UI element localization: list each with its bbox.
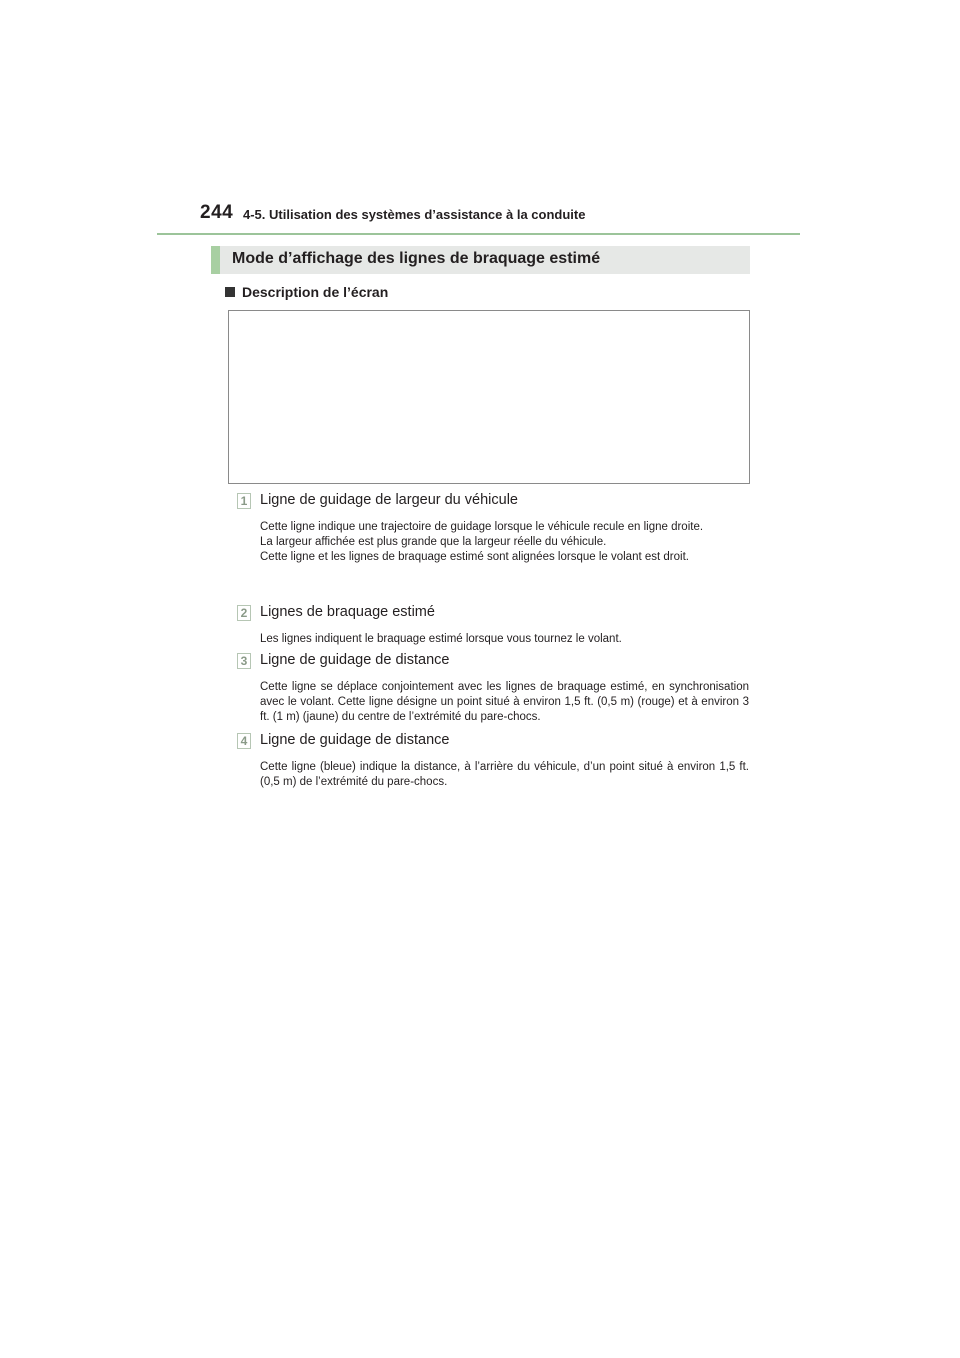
description-line: Cette ligne se déplace conjointement avec les lignes de braquage estimé, en synchronisation avec le volant. Cette ligne désigne un point situé à environ 1,5 ft. (0,5 m) (rouge) et à environ 3 ft. (1 m) (jaune) du centre de l’extrémité du pare-chocs. <box>260 681 749 723</box>
screen-illustration <box>228 310 750 484</box>
page-number: 244 <box>200 202 234 223</box>
item-number-badge: 3 <box>237 653 251 669</box>
item-description <box>260 680 749 725</box>
header-divider <box>157 233 800 235</box>
description-line: La largeur affichée est plus grande que la largeur réelle du véhicule. <box>260 536 607 548</box>
chapter-title: 4-5. Utilisation des systèmes d’assistance à la conduite <box>243 207 586 222</box>
item-title: Ligne de guidage de distance <box>260 732 450 748</box>
list-item <box>237 732 749 790</box>
list-item <box>237 604 749 647</box>
item-title: Ligne de guidage de distance <box>260 652 450 668</box>
item-description <box>260 760 749 790</box>
item-number-badge: 4 <box>237 733 251 749</box>
square-bullet-icon <box>225 287 235 297</box>
section-header <box>211 246 750 274</box>
subsection-heading <box>225 284 388 300</box>
item-number-badge: 2 <box>237 605 251 621</box>
subsection-title: Description de l’écran <box>242 284 389 300</box>
description-line: Cette ligne et les lignes de braquage estimé sont alignées lorsque le volant est droit. <box>260 551 689 563</box>
description-line: Cette ligne indique une trajectoire de guidage lorsque le véhicule recule en ligne droite. <box>260 521 704 533</box>
item-number-badge: 1 <box>237 493 251 509</box>
item-description <box>260 632 749 647</box>
section-title: Mode d’affichage des lignes de braquage estimé <box>232 250 601 267</box>
item-description <box>260 520 749 565</box>
list-item <box>237 492 749 565</box>
item-title: Ligne de guidage de largeur du véhicule <box>260 492 518 508</box>
item-title: Lignes de braquage estimé <box>260 604 435 620</box>
description-line: Cette ligne (bleue) indique la distance, à l’arrière du véhicule, d’un point situé à environ 1,5 ft. (0,5 m) de l’extrémité du pare-chocs. <box>260 761 749 788</box>
list-item <box>237 652 749 725</box>
description-line: Les lignes indiquent le braquage estimé lorsque vous tournez le volant. <box>260 633 622 645</box>
